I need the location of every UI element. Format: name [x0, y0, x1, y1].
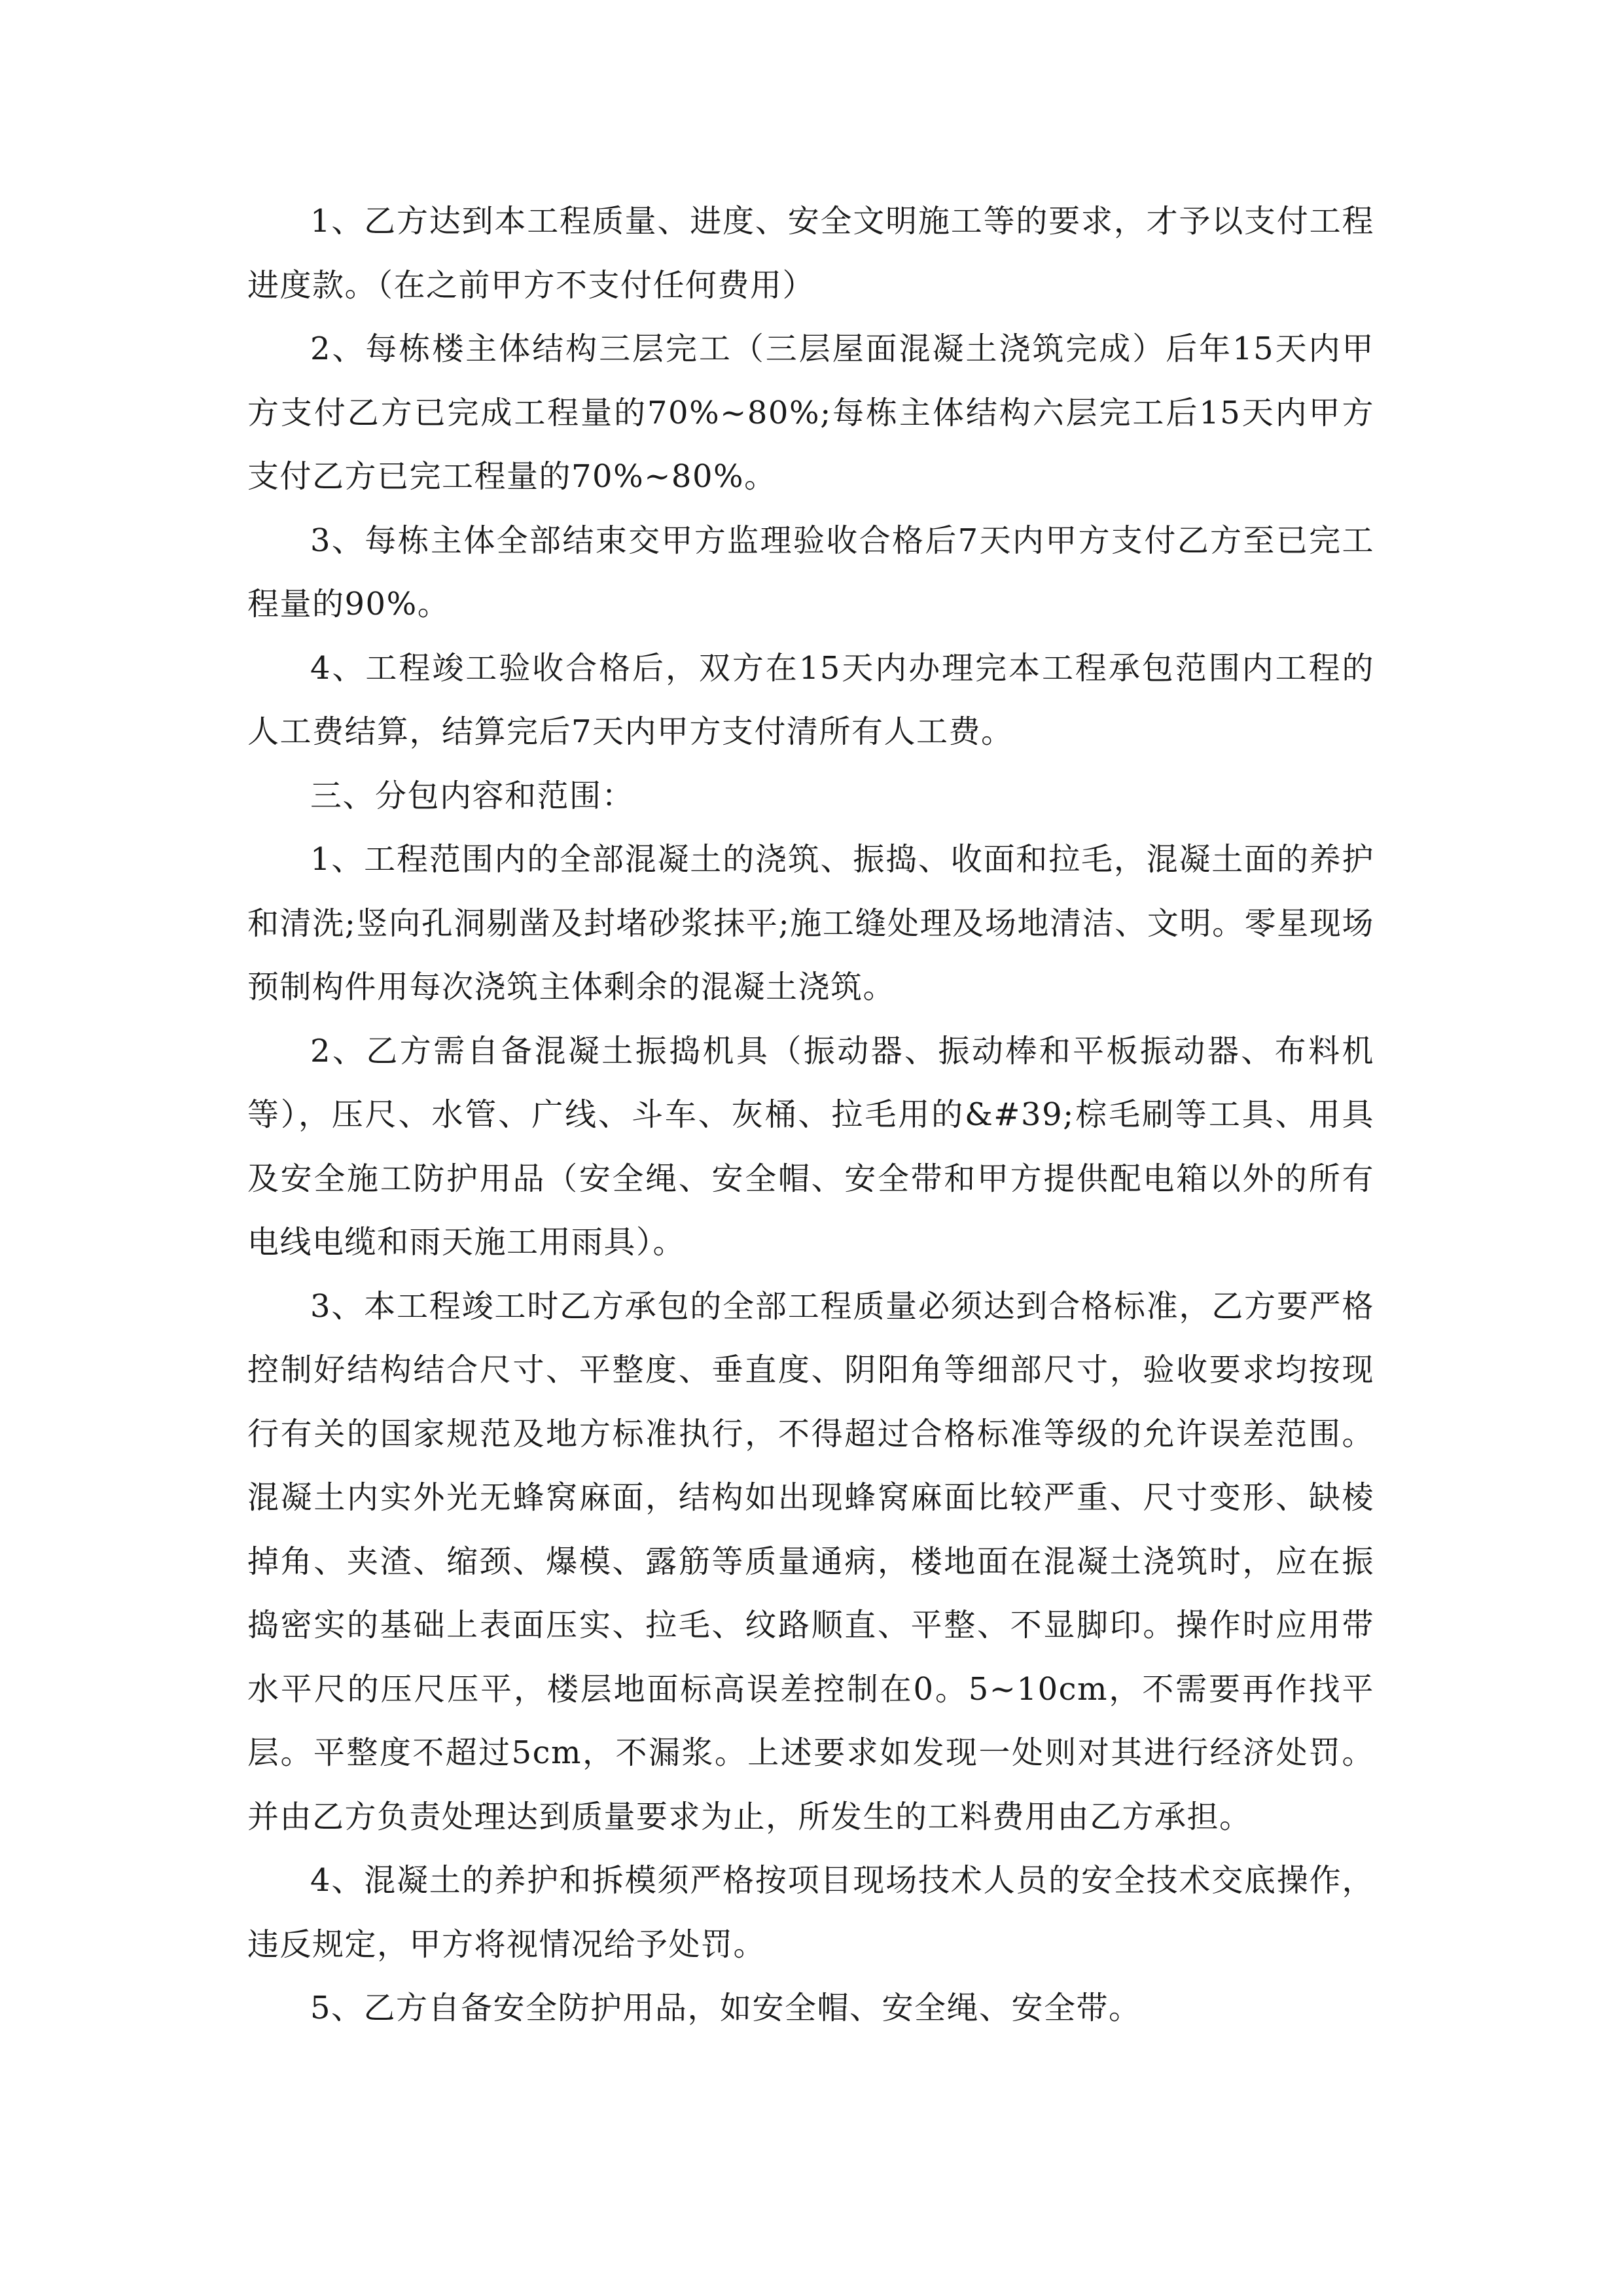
section-heading-scope: 三、分包内容和范围： [310, 777, 635, 814]
paragraph-acceptance-payment: 3、每栋主体全部结束交甲方监理验收合格后7天内甲方支付乙方至已完工程量的90%。 [247, 522, 1374, 622]
paragraph-scope-item-4: 4、混凝土的养护和拆模须严格按项目现场技术人员的安全技术交底操作，违反规定，甲方将视情况给予处罚。 [247, 1862, 1374, 1963]
paragraph-scope-item-1: 1、工程范围内的全部混凝土的浇筑、振捣、收面和拉毛，混凝土面的养护和清洗;竖向孔洞剔凿及封堵砂浆抹平;施工缝处理及场地清洁、文明。零星现场预制构件用每次浇筑主体剩余的混凝土浇筑。 [247, 841, 1374, 1005]
paragraph-payment-condition: 1、乙方达到本工程质量、进度、安全文明施工等的要求，才予以支付工程进度款。（在之前甲方不支付任何费用） [247, 203, 1374, 304]
paragraph-third-floor-payment: 2、每栋楼主体结构三层完工（三层屋面混凝土浇筑完成）后年15天内甲方支付乙方已完成工程量的70%~80%;每栋主体结构六层完工后15天内甲方支付乙方已完工程量的70%~80%。 [247, 331, 1374, 495]
paragraph-scope-item-3: 3、本工程竣工时乙方承包的全部工程质量必须达到合格标准，乙方要严格控制好结构结合尺寸、平整度、垂直度、阴阳角等细部尺寸，验收要求均按现行有关的国家规范及地方标准执行，不得超过合格标准等级的允许误差范围。混凝土内实外光无蜂窝麻面，结构如出现蜂窝麻面比较严重、尺寸变形、缺棱掉角、夹渣、缩颈、爆模、露筋等质量通病，楼地面在混凝土浇筑时，应在振捣密实的基础上表面压实、拉毛、纹路顺直、平整、不显脚印。操作时应用带水平尺的压尺压平，楼层地面标高误差控制在0。5~10cm，不需要再作找平层。平整度不超过5cm，不漏浆。上述要求如发现一处则对其进行经济处罚。并由乙方负责处理达到质量要求为止，所发生的工料费用由乙方承担。 [247, 1287, 1374, 1835]
paragraph-scope-item-2: 2、乙方需自备混凝土振捣机具（振动器、振动棒和平板振动器、布料机等），压尺、水管、广线、斗车、灰桶、拉毛用的&#39;棕毛刷等工具、用具及安全施工防护用品（安全绳、安全帽、安全带和甲方提供配电箱以外的所有电线电缆和雨天施工用雨具）。 [247, 1032, 1374, 1261]
paragraph-scope-item-5: 5、乙方自备安全防护用品，如安全帽、安全绳、安全带。 [310, 1990, 1141, 2026]
paragraph-final-settlement: 4、工程竣工验收合格后，双方在15天内办理完本工程承包范围内工程的人工费结算，结算完后7天内甲方支付清所有人工费。 [247, 649, 1374, 750]
